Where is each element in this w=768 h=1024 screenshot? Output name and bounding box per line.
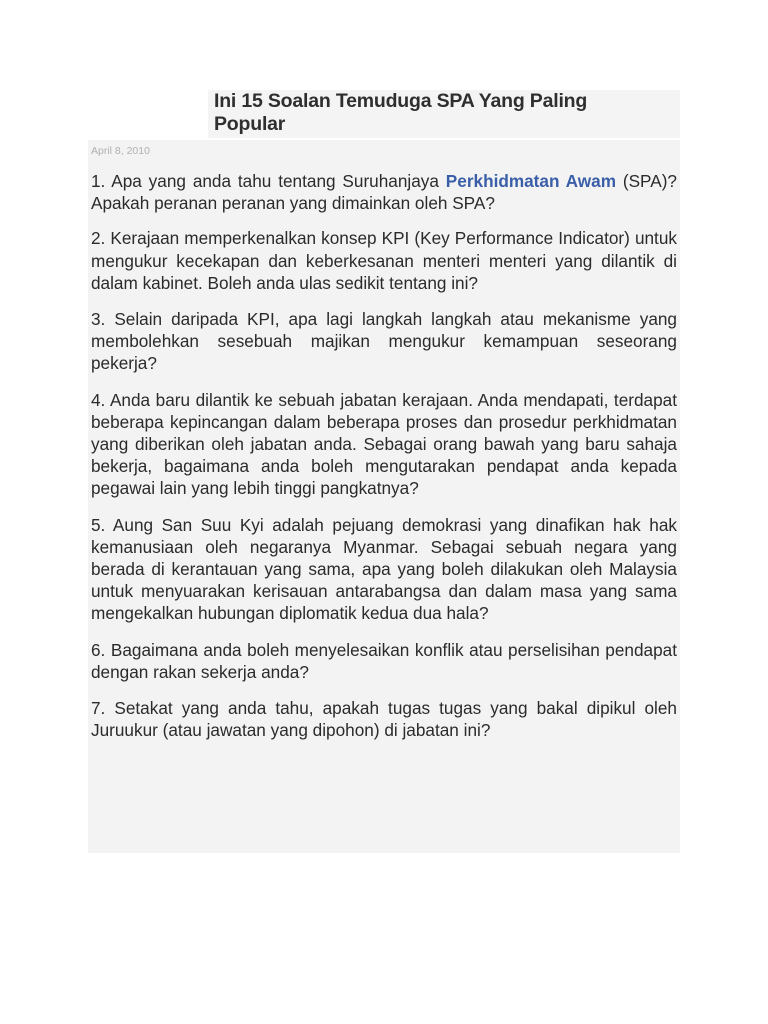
question-7: 7. Setakat yang anda tahu, apakah tugas tugas yang bakal dipikul oleh Juruukur (atau jawatan yang dipohon) di jabatan ini? (91, 698, 677, 741)
perkhidmatan-awam-link[interactable]: Perkhidmatan Awam (445, 171, 616, 191)
question-6: 6. Bagaimana anda boleh menyelesaikan konflik atau perselisihan pendapat dengan rakan sekerja anda? (91, 639, 677, 682)
question-3: 3. Selain daripada KPI, apa lagi langkah langkah atau mekanisme yang membolehkan sesebuah majikan mengukur kemampuan seseorang pekerja? (91, 309, 677, 374)
question-2: 2. Kerajaan memperkenalkan konsep KPI (Key Performance Indicator) untuk mengukur kecekapan dan keberkesanan menteri menteri yang dilantik di dalam kabinet. Boleh anda ulas sedikit tentang ini? (91, 228, 677, 293)
article-title: Ini 15 Soalan Temuduga SPA Yang Paling Popular (214, 90, 588, 135)
question-1-suffix: (SPA)? Apakah peranan peranan yang dimainkan oleh SPA? (91, 171, 677, 214)
question-1-prefix: 1. Apa yang anda tahu tentang Suruhanjaya (91, 171, 446, 191)
question-5: 5. Aung San Suu Kyi adalah pejuang demokrasi yang dinafikan hak hak kemanusiaan oleh negaranya Myanmar. Sebagai sebuah negara yang berada di kerantauan yang sama, apa yang boleh dilakukan oleh Malaysia untuk menyuarakan kerisauan antarabangsa dan dalam masa yang sama mengekalkan hubungan diplomatik kedua dua hala? (91, 514, 677, 624)
question-4: 4. Anda baru dilantik ke sebuah jabatan kerajaan. Anda mendapati, terdapat beberapa kepincangan dalam beberapa proses dan prosedur perkhidmatan yang diberikan oleh jabatan anda. Sebagai orang bawah yang baru sahaja bekerja, bagaimana anda boleh mengutarakan pendapat anda kepada pegawai lain yang lebih tinggi pangkatnya? (91, 389, 677, 499)
article-date: April 8, 2010 (91, 145, 150, 157)
question-list (91, 170, 677, 755)
question-1 (91, 170, 677, 214)
